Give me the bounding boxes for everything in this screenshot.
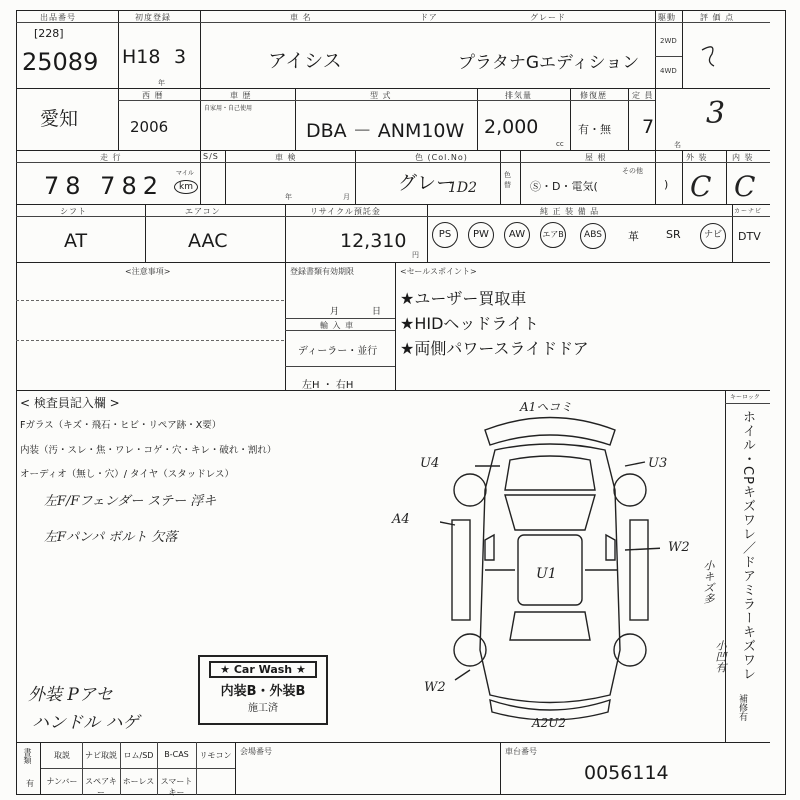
- label-inspection: 車 検: [275, 153, 297, 162]
- col-aircon-border: [285, 204, 286, 262]
- label-ss: S/S: [203, 152, 219, 161]
- color-code: 1D2: [448, 180, 478, 196]
- sales-point-1: ★ユーザー買取車: [400, 289, 527, 308]
- color-change: 色替: [504, 171, 511, 189]
- inspector-line-3: オーディオ（無し・穴）/ タイヤ（スタッドレス）: [20, 469, 234, 480]
- displacement: 2,000: [484, 116, 539, 138]
- first-reg-unit: 年: [158, 79, 165, 87]
- col-model-border: [477, 88, 478, 150]
- import-divider-2: [285, 366, 395, 367]
- mirror-left: [485, 535, 494, 560]
- equip-ps: PS: [432, 222, 458, 248]
- mirror-right: [606, 535, 615, 560]
- right-column-text: ホイル・CPキズワレ／ドアミラーキズワレ: [740, 410, 755, 681]
- col-disp-border: [570, 88, 571, 150]
- interior-grade: C: [734, 170, 756, 203]
- recycle-fee: 12,310: [340, 230, 407, 252]
- col-year-border: [200, 88, 201, 150]
- drive-2wd: 2WD: [660, 37, 677, 45]
- roof-other: その他: [622, 167, 643, 175]
- sales-point-3: ★両側パワースライドドア: [400, 339, 589, 358]
- first-reg-month: 3: [174, 46, 187, 68]
- carwash-main: 内装B・外装B: [220, 684, 306, 699]
- label-model: 型 式: [370, 91, 392, 100]
- label-mileage: 走 行: [100, 153, 122, 162]
- row2-border: [16, 150, 770, 151]
- drive-divider: [655, 56, 682, 57]
- shift: AT: [64, 230, 88, 252]
- label-year: 西 暦: [142, 91, 164, 100]
- right-hand-3: 補修有: [737, 694, 747, 721]
- col-right-border: [725, 390, 726, 742]
- label-car-navi: カーナビ: [734, 208, 763, 215]
- aircon: AAC: [188, 230, 228, 252]
- inspection-year-unit: 年: [285, 193, 292, 201]
- grade: プラタナGエディション: [458, 53, 640, 73]
- import-dealer: ディーラー・並行: [298, 346, 378, 357]
- year: 2006: [130, 118, 169, 136]
- label-car-number: 車台番号: [505, 747, 537, 756]
- right-hand-2: 小凹有: [714, 640, 727, 673]
- carwash-stamp: [198, 655, 328, 725]
- notes-line-2: [16, 340, 284, 341]
- col-int-border: [726, 150, 727, 204]
- roof-options: Ⓢ・D・電気(: [530, 180, 598, 193]
- label-car-name: 車 名: [290, 13, 312, 22]
- first-reg-era: H18: [122, 46, 161, 68]
- right-hand-1: 小キズ多: [702, 560, 715, 604]
- hood-shape: [505, 456, 595, 490]
- wheel-front-left: [454, 474, 486, 506]
- row3-border: [16, 204, 770, 205]
- front-bumper-shape: [485, 418, 615, 446]
- label-lot: 出品番号: [40, 13, 76, 22]
- col-notes-border: [285, 262, 286, 390]
- doc-divider: [285, 318, 395, 319]
- mileage-unit: km: [174, 180, 198, 194]
- score-hand: 3: [706, 96, 726, 131]
- label-equipment: 純 正 装 備 品: [540, 207, 600, 216]
- mark-top: A1ヘコミ: [520, 400, 573, 414]
- col-shift-border: [145, 204, 146, 262]
- drive-4wd: 4WD: [660, 67, 677, 75]
- col-drive-border: [655, 10, 656, 204]
- bottom-border-top: [16, 742, 770, 743]
- row1-border: [16, 88, 770, 89]
- area: 愛知: [40, 108, 79, 130]
- header-strip-3: [16, 162, 770, 163]
- bottom-row2-2: ホーレス: [122, 777, 155, 786]
- car-name: アイシス: [268, 50, 342, 72]
- mark-left-front: U4: [420, 456, 440, 471]
- equip-dtv: DTV: [738, 230, 761, 243]
- label-door: ドア: [420, 13, 438, 22]
- bottom-col-6: [500, 742, 501, 795]
- inspector-line-2: 内装（汚・スレ・焦・ワレ・コゲ・穴・キレ・破れ・割れ）: [20, 445, 277, 456]
- inspector-hand-3: 外装 Pアセ: [28, 685, 113, 705]
- keylock-divider: [725, 403, 770, 404]
- label-auction-hall: 会場番号: [240, 747, 272, 756]
- col-lot-border: [118, 10, 119, 150]
- mileage-value: 78 782: [44, 172, 164, 200]
- bottom-row2-0: ナンバー: [46, 777, 78, 786]
- label-aircon: エアコン: [185, 207, 221, 216]
- inspection-month-unit: 月: [343, 193, 350, 201]
- col-regtype-border: [295, 88, 296, 150]
- side-panel-left: [452, 520, 470, 620]
- registration-type: 自家用・自己使用: [204, 105, 253, 112]
- mark-right-front: U3: [648, 456, 668, 471]
- carwash-title: ★ Car Wash ★: [209, 661, 317, 678]
- equip-airbag: エアB: [540, 222, 566, 248]
- bottom-row1-2: ロム/SD: [123, 751, 154, 760]
- label-first-reg: 初度登録: [135, 13, 171, 22]
- label-color: 色 (Col.No): [415, 153, 468, 162]
- lot-number: 25089: [22, 48, 99, 76]
- equip-sr: SR: [666, 228, 681, 241]
- label-notes: <注意事項>: [125, 267, 171, 276]
- carwash-sub: 施工済: [248, 703, 278, 714]
- import-steering: 左H ・ 右H: [302, 380, 354, 391]
- wheel-rear-right: [614, 634, 646, 666]
- col-colorchange-border: [520, 150, 521, 204]
- label-capacity: 定 員: [632, 91, 654, 100]
- label-import: 輸 入 車: [320, 321, 355, 330]
- label-repair-hist: 修復歴: [580, 91, 607, 100]
- mark-right-side: W2: [668, 540, 690, 555]
- equip-navi: ナビ: [700, 222, 726, 249]
- col-ss-border: [225, 150, 226, 204]
- bottom-row1-4: リモコン: [199, 751, 232, 760]
- repair: 有・無: [578, 123, 611, 136]
- exterior-grade: C: [690, 170, 712, 203]
- label-exterior: 外 装: [686, 153, 708, 162]
- col-doc-border: [395, 262, 396, 390]
- bottom-row1-3: B-CAS: [164, 750, 189, 759]
- header-strip-4: [16, 216, 770, 217]
- label-doc-expiry: 登録書類有効期限: [290, 267, 354, 276]
- leader-w2-left: [455, 670, 470, 680]
- model: DBA － ANM10W: [306, 120, 465, 142]
- mark-rear: A2U2: [532, 716, 567, 730]
- equip-leather: 革: [628, 230, 639, 243]
- rear-window-shape: [510, 612, 590, 640]
- mark-center: U1: [536, 566, 557, 582]
- sales-point-2: ★HIDヘッドライト: [400, 314, 539, 333]
- lot-code: [228]: [34, 27, 64, 40]
- col-navi-border: [732, 204, 733, 262]
- inspector-hand-4: ハンドル ハゲ: [32, 713, 140, 733]
- inspector-hand-2: 左Fパンパ ボルト 欠落: [44, 530, 178, 545]
- col-recycle-border: [427, 204, 428, 262]
- bottom-row1-0: 取説: [54, 751, 70, 760]
- label-score: 評 価 点: [700, 13, 735, 22]
- label-grade: グレード: [530, 13, 566, 22]
- col-inspection-border: [355, 150, 356, 204]
- label-sales-points: <セールスポイント>: [400, 267, 477, 276]
- capacity-unit: 名: [674, 141, 681, 149]
- bottom-col-0: [40, 742, 41, 795]
- inspector-hand-1: 左F/Fフェンダー ステー 浮キ: [44, 494, 217, 509]
- label-drive: 駆動: [658, 13, 676, 22]
- label-roof: 屋 根: [585, 153, 607, 162]
- row5-border: [16, 390, 770, 391]
- label-displacement: 排気量: [505, 91, 532, 100]
- col-mileage-border: [200, 150, 201, 204]
- notes-line-1: [16, 300, 284, 301]
- capacity: 7: [642, 116, 655, 138]
- recycle-unit: 円: [412, 251, 419, 259]
- roof-close: ): [664, 178, 669, 191]
- mark-left-side: A4: [392, 512, 410, 527]
- bottom-label-side: 有: [26, 779, 34, 788]
- mark-left-rear: W2: [424, 680, 446, 695]
- row4-border: [16, 262, 770, 263]
- color-name: グレー: [398, 172, 456, 194]
- bottom-col-5: [235, 742, 236, 795]
- equip-pw: PW: [468, 222, 494, 248]
- col-repair-border: [628, 88, 629, 150]
- inspector-line-1: Fガラス（キズ・飛石・ヒビ・リペア跡・X要）: [20, 420, 222, 431]
- doc-expiry-month: 月: [330, 307, 340, 317]
- mileage-unit-mile: マイル: [176, 170, 194, 177]
- equip-aw: AW: [504, 222, 530, 248]
- label-keyless: キーロック: [730, 394, 760, 401]
- label-interior: 内 装: [732, 153, 754, 162]
- bottom-row2-3: スマートキー: [160, 777, 193, 797]
- wheel-front-right: [614, 474, 646, 506]
- label-registration: 車 歴: [230, 91, 252, 100]
- bottom-mid-line: [40, 768, 235, 769]
- wheel-rear-left: [454, 634, 486, 666]
- header-strip-1: [16, 22, 770, 23]
- doc-expiry-day: 日: [372, 307, 382, 317]
- chassis-number: 0056114: [584, 762, 669, 784]
- displacement-unit: cc: [556, 140, 564, 148]
- col-color-border: [500, 150, 501, 204]
- leader-u3: [625, 462, 645, 466]
- score-handwritten-mark: [694, 40, 734, 90]
- col-ext-border: [682, 150, 683, 204]
- bottom-row1-1: ナビ取説: [85, 751, 117, 760]
- inspector-label: < 検査員記入欄 >: [20, 396, 120, 410]
- car-damage-diagram: [440, 400, 660, 730]
- label-recycle: リサイクル預託金: [310, 207, 381, 216]
- leader-a4: [440, 520, 455, 525]
- equip-abs: ABS: [580, 222, 606, 249]
- side-panel-right: [630, 520, 648, 620]
- bottom-row2-1: スペアキー: [85, 777, 117, 797]
- bottom-label-docs: 書類: [23, 748, 32, 764]
- windshield-shape: [505, 495, 595, 530]
- label-shift: シフト: [60, 207, 87, 216]
